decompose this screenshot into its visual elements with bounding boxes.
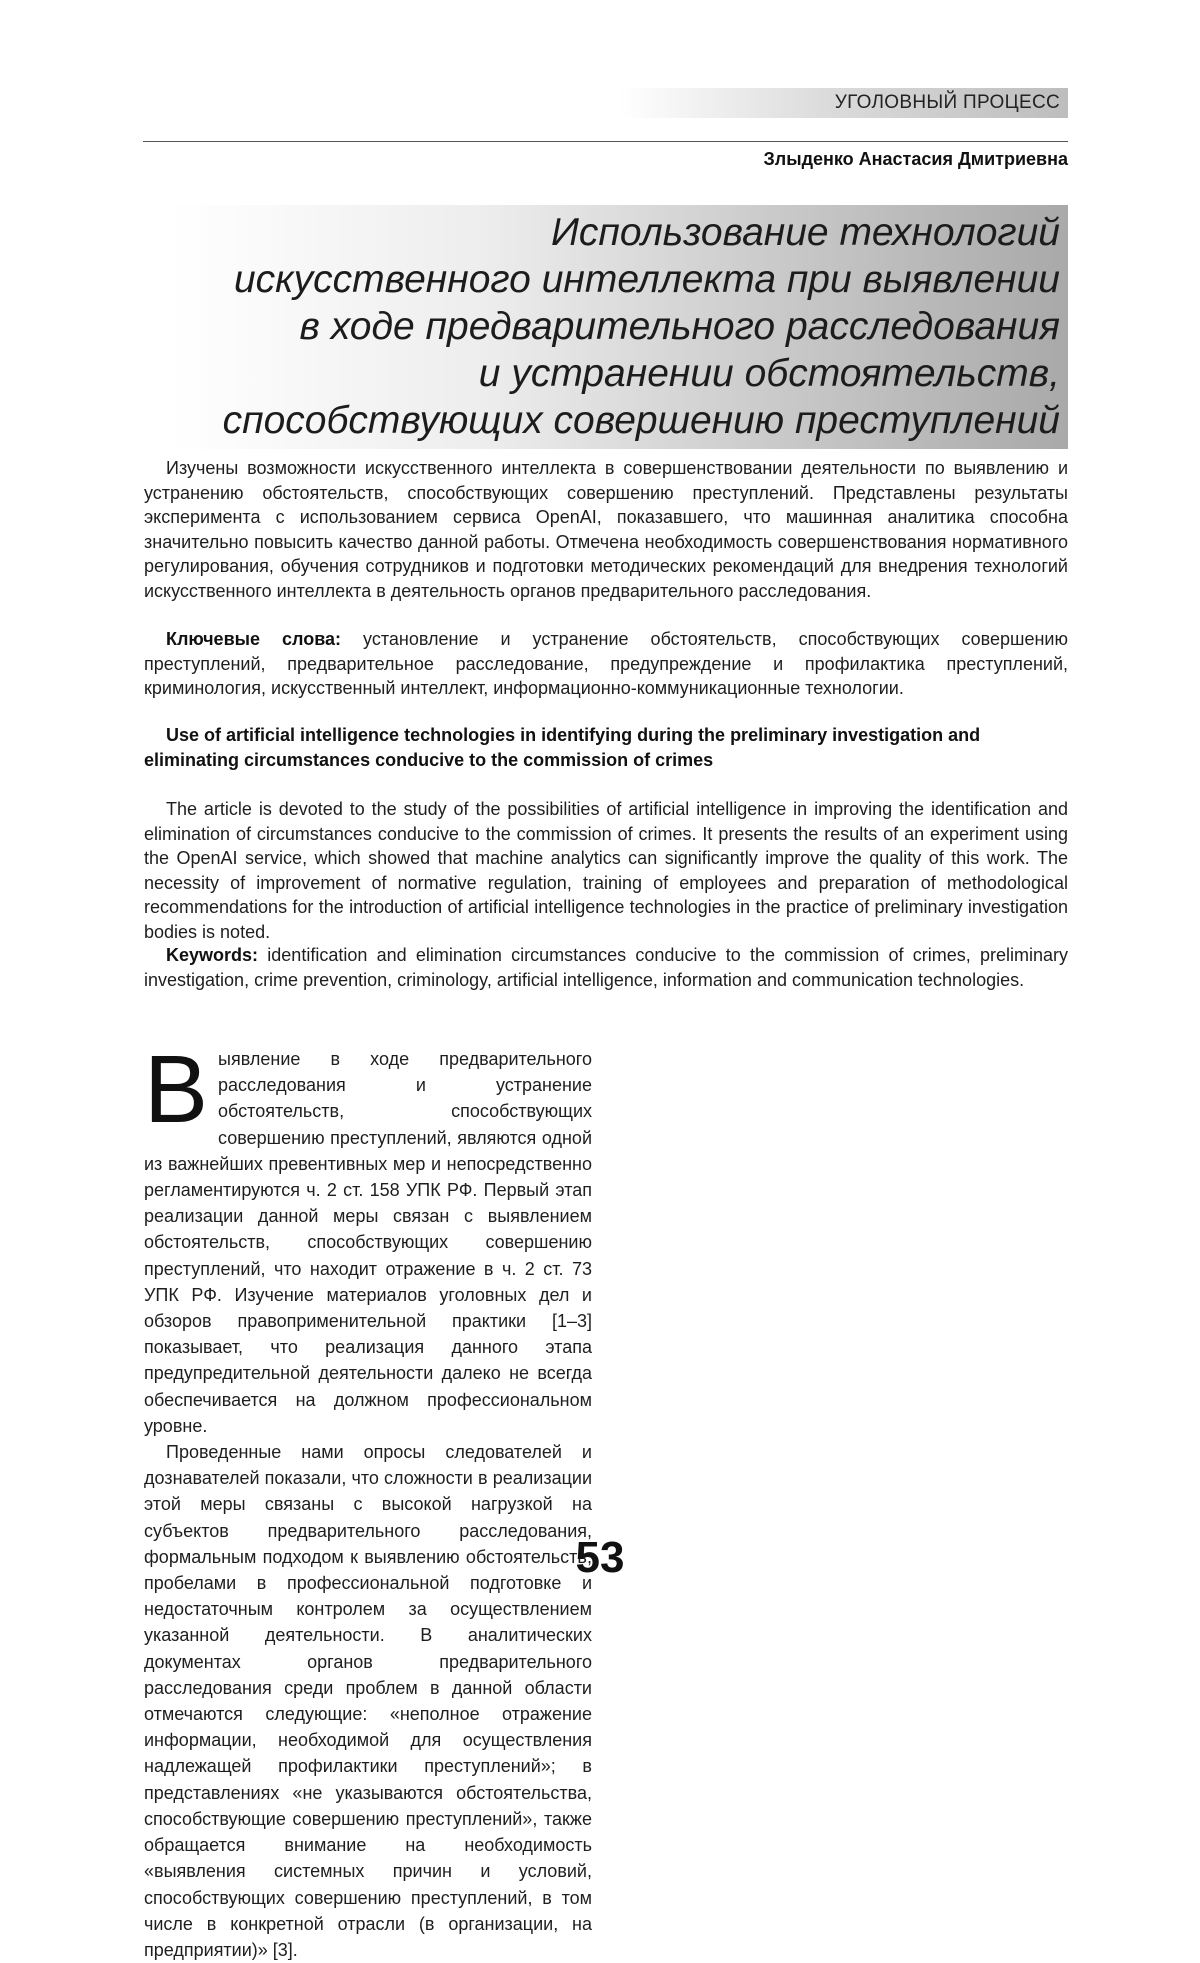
header-rule — [143, 141, 1068, 142]
title-line-3: в ходе предварительного расследования — [299, 305, 1060, 348]
keywords-ru-text: установление и устранение обстоятельств, способствующих совершению преступлений, предварительное расследование, предупреждение и профилактика преступлений, криминология, искусственный интеллект, информационно-коммуникационные технологии. — [144, 629, 1068, 698]
section-tag: УГОЛОВНЫЙ ПРОЦЕСС — [620, 88, 1068, 118]
title-line-4: и устранении обстоятельств, — [478, 352, 1060, 395]
body-paragraph-1: ыявление в ходе предварительного расследования и устранение обстоятельств, способствующих совершению преступлений, являются одной из важнейших превентивных мер и непосредственно регламентируются ч. 2 ст. 158 УПК РФ. Первый этап реализации данной меры связан с выявлением обстоятельств, способствующих совершению преступлений, что находит отражение в ч. 2 ст. 73 УПК РФ. Изучение материалов уголовных дел и обзоров правоприменительной практики [1–3] показывает, что реализация данного этапа предупредительной деятельности далеко не всегда обеспечивается на должном профессиональном уровне. — [144, 1049, 592, 1436]
keywords-ru — [144, 627, 1068, 701]
abstract-ru-text: Изучены возможности искусственного интеллекта в совершенствовании деятельности по выявлению и устранению обстоятельств, способствующих совершению преступлений. Представлены результаты эксперимента с использованием сервиса OpenAI, показавшего, что машинная аналитика способна значительно повысить качество данной работы. Отмечена необходимость совершенствования нормативного регулирования, обучения сотрудников и подготовки методических рекомендаций для внедрения технологий искусственного интеллекта в деятельность органов предварительного расследования. — [144, 458, 1068, 601]
abstract-ru — [144, 456, 1068, 603]
body-paragraph-2: Проведенные нами опросы следователей и дознавателей показали, что сложности в реализации этой меры связаны с высокой нагрузкой на субъектов предварительного расследования, формальным подходом к выявлению обстоятельств, пробелами в профессиональной подготовке и недостаточным контролем за осуществлением указанной деятельности. В аналитических документах органов предварительного расследования среди проблем в данной области отмечаются следующие: «неполное отражение информации, необходимой для осуществления надлежащей профилактики преступлений»; в представлениях «не указываются обстоятельства, способствующие совершению преступлений», также обращается внимание на необходимость «выявления системных причин и условий, способствующих совершению преступлений, в том числе в конкретной отрасли (в организации, на предприятии)» [3]. — [144, 1442, 592, 1960]
keywords-en — [144, 943, 1068, 992]
author-name: Злыденко Анастасия Дмитриевна — [763, 149, 1068, 169]
abstract-en-text: The article is devoted to the study of the possibilities of artificial intelligence in improving the identification and elimination of circumstances conducive to the commission of crimes. It presents the results of an experiment using the OpenAI service, which showed that machine analytics can significantly improve the quality of this work. The necessity of improvement of normative regulation, training of employees and preparation of methodological recommendations for the introduction of artificial intelligence technologies in the practice of preliminary investigation bodies is noted. — [144, 799, 1068, 942]
keywords-ru-label: Ключевые слова: — [166, 629, 342, 649]
english-title — [144, 723, 1068, 772]
english-title-text: Use of artificial intelligence technologies in identifying during the preliminary investigation and eliminating circumstances conducive to the commission of crimes — [144, 725, 981, 770]
keywords-en-text: identification and elimination circumstances conducive to the commission of crimes, preliminary investigation, crime prevention, criminology, artificial intelligence, information and communication technologies. — [144, 945, 1068, 990]
abstract-en — [144, 797, 1068, 944]
title-line-2: искусственного интеллекта при выявлении — [233, 258, 1060, 301]
drop-cap: В — [144, 1036, 209, 1143]
body-column-left — [144, 1036, 592, 1963]
keywords-en-label: Keywords: — [166, 945, 259, 965]
title-line-1: Использование технологий — [551, 211, 1060, 254]
page-number: 53 — [575, 1533, 625, 1582]
title-line-5: способствующих совершению преступлений — [222, 399, 1060, 442]
